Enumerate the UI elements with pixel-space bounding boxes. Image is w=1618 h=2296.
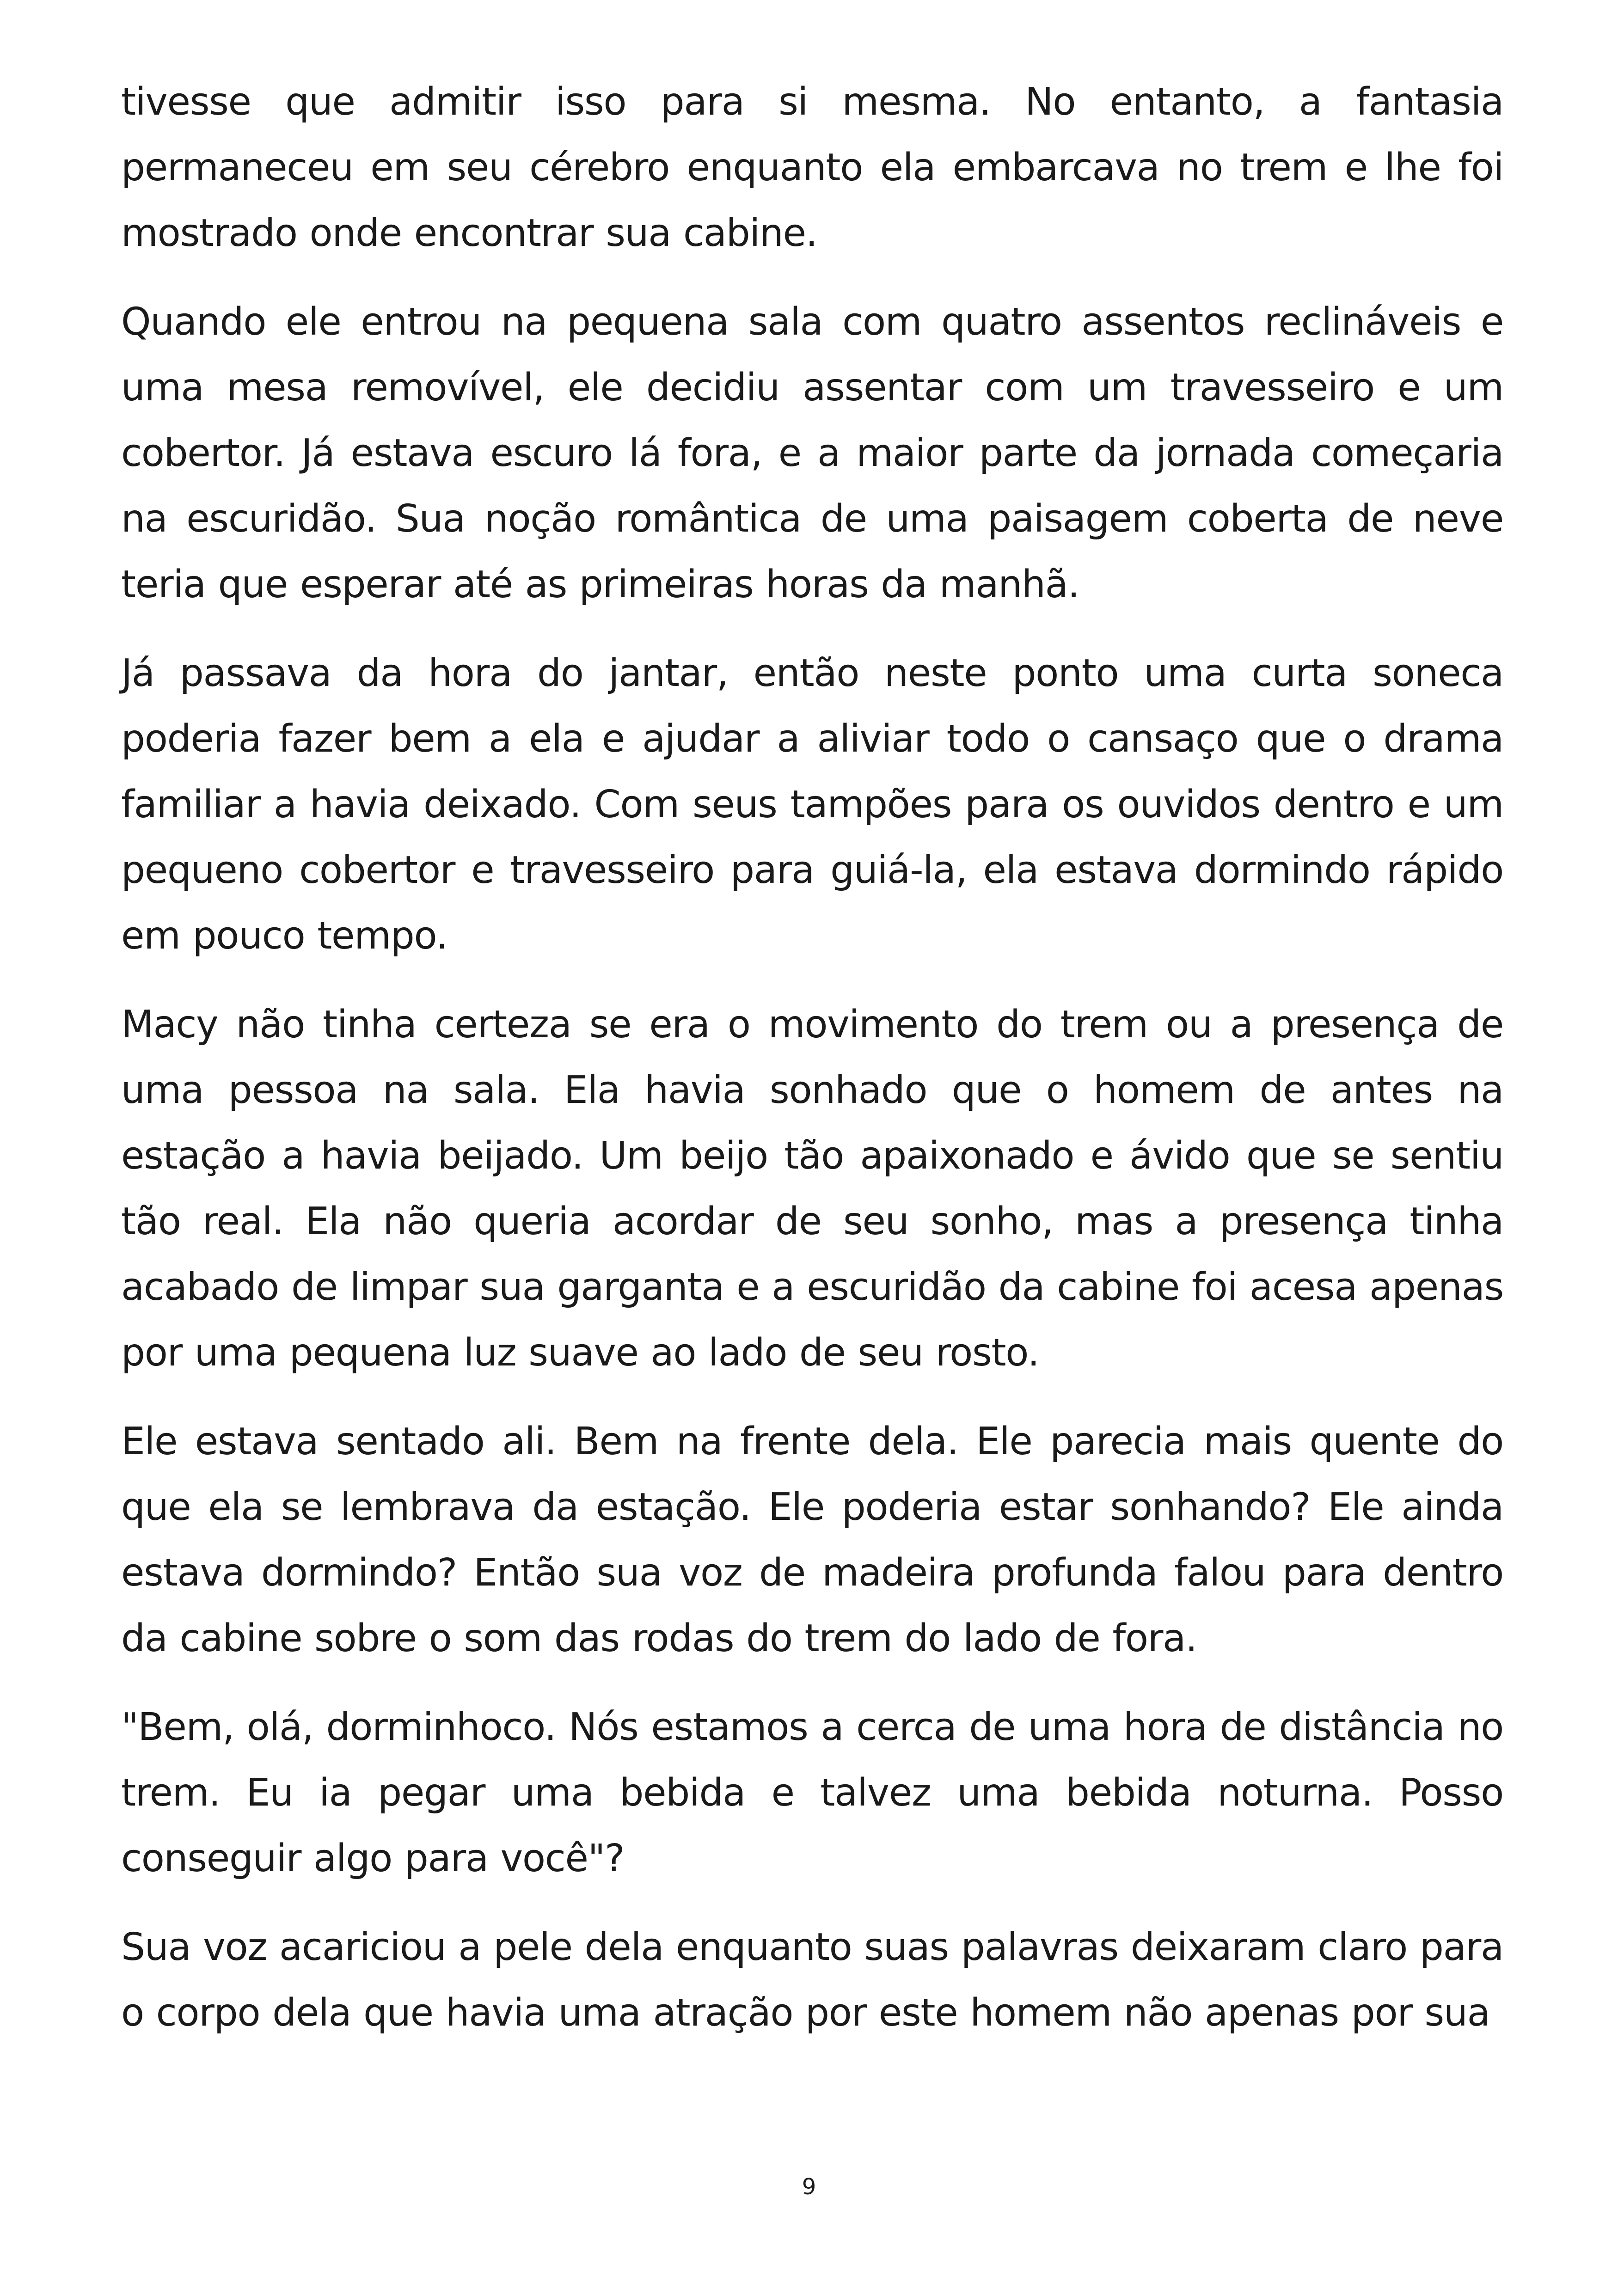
paragraph-4: Macy não tinha certeza se era o movimento do trem ou a presença de uma pessoa na sala. Ela havia sonhado que o homem de antes na estação a havia beijado. Um beijo tão apaixonado e ávido que se sentiu tão real. Ela não queria acordar de seu sonho, mas a presença tinha acabado de limpar sua garganta e a escuridão da cabine foi acesa apenas por uma pequena luz suave ao lado de seu rosto. xyxy=(121,1003,1503,1375)
page-number: 9 xyxy=(802,2174,816,2200)
paragraph-6: "Bem, olá, dorminhoco. Nós estamos a cerca de uma hora de distância no trem. Eu ia pegar uma bebida e talvez uma bebida noturna. Posso conseguir algo para você"? xyxy=(121,1705,1503,1880)
paragraph-1: tivesse que admitir isso para si mesma. No entanto, a fantasia permaneceu em seu cérebro enquanto ela embarcava no trem e lhe foi mostrado onde encontrar sua cabine. xyxy=(121,80,1503,255)
paragraph-3: Já passava da hora do jantar, então neste ponto uma curta soneca poderia fazer bem a ela e ajudar a aliviar todo o cansaço que o drama familiar a havia deixado. Com seus tampões para os ouvidos dentro e um pequeno cobertor e travesseiro para guiá-la, ela estava dormindo rápido em pouco tempo. xyxy=(121,651,1503,958)
page-body xyxy=(121,69,1503,2046)
paragraph-7: Sua voz acariciou a pele dela enquanto suas palavras deixaram claro para o corpo dela que havia uma atração por este homem não apenas por sua xyxy=(121,1925,1503,2035)
paragraph-2: Quando ele entrou na pequena sala com quatro assentos reclináveis e uma mesa removível, ele decidiu assentar com um travesseiro e um cobertor. Já estava escuro lá fora, e a maior parte da jornada começaria na escuridão. Sua noção romântica de uma paisagem coberta de neve teria que esperar até as primeiras horas da manhã. xyxy=(121,300,1503,606)
paragraph-5: Ele estava sentado ali. Bem na frente dela. Ele parecia mais quente do que ela se lembrava da estação. Ele poderia estar sonhando? Ele ainda estava dormindo? Então sua voz de madeira profunda falou para dentro da cabine sobre o som das rodas do trem do lado de fora. xyxy=(121,1420,1503,1660)
